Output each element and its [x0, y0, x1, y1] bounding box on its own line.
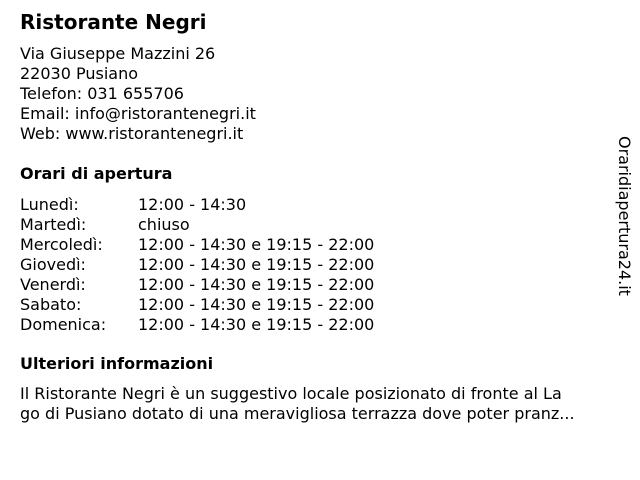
day-label: Domenica: [20, 315, 107, 334]
time-value: chiuso [138, 215, 190, 234]
city-line: 22030 Pusiano [20, 64, 139, 83]
day-label: Giovedì: [20, 255, 86, 274]
opening-hours-list [20, 195, 374, 335]
phone-line: Telefon: 031 655706 [20, 84, 184, 103]
hours-row-saturday [20, 295, 374, 315]
restaurant-name: Ristorante Negri [20, 10, 207, 34]
opening-hours-heading: Orari di apertura [20, 164, 173, 183]
description-line: Il Ristorante Negri è un suggestivo locale posizionato di fronte al La [20, 384, 562, 403]
hours-row-wednesday [20, 235, 374, 255]
time-value: 12:00 - 14:30 e 19:15 - 22:00 [138, 275, 375, 294]
time-value: 12:00 - 14:30 e 19:15 - 22:00 [138, 315, 375, 334]
day-label: Venerdì: [20, 275, 86, 294]
hours-row-thursday [20, 255, 374, 275]
time-value: 12:00 - 14:30 e 19:15 - 22:00 [138, 295, 375, 314]
hours-row-friday [20, 275, 374, 295]
hours-row-monday [20, 195, 374, 215]
hours-row-sunday [20, 315, 374, 335]
description-line: go di Pusiano dotato di una meravigliosa terrazza dove poter pranz... [20, 404, 575, 423]
day-label: Mercoledì: [20, 235, 103, 254]
more-info-heading: Ulteriori informazioni [20, 354, 214, 373]
street-address: Via Giuseppe Mazzini 26 [20, 44, 216, 63]
time-value: 12:00 - 14:30 [138, 195, 247, 214]
hours-row-tuesday [20, 215, 374, 235]
day-label: Sabato: [20, 295, 82, 314]
site-watermark: Oraridiapertura24.it [615, 136, 634, 296]
email-line: Email: info@ristorantenegri.it [20, 104, 256, 123]
day-label: Lunedì: [20, 195, 79, 214]
description-text [20, 384, 630, 424]
time-value: 12:00 - 14:30 e 19:15 - 22:00 [138, 255, 375, 274]
day-label: Martedì: [20, 215, 87, 234]
website-line: Web: www.ristorantenegri.it [20, 124, 244, 143]
time-value: 12:00 - 14:30 e 19:15 - 22:00 [138, 235, 375, 254]
address-block [20, 44, 256, 144]
